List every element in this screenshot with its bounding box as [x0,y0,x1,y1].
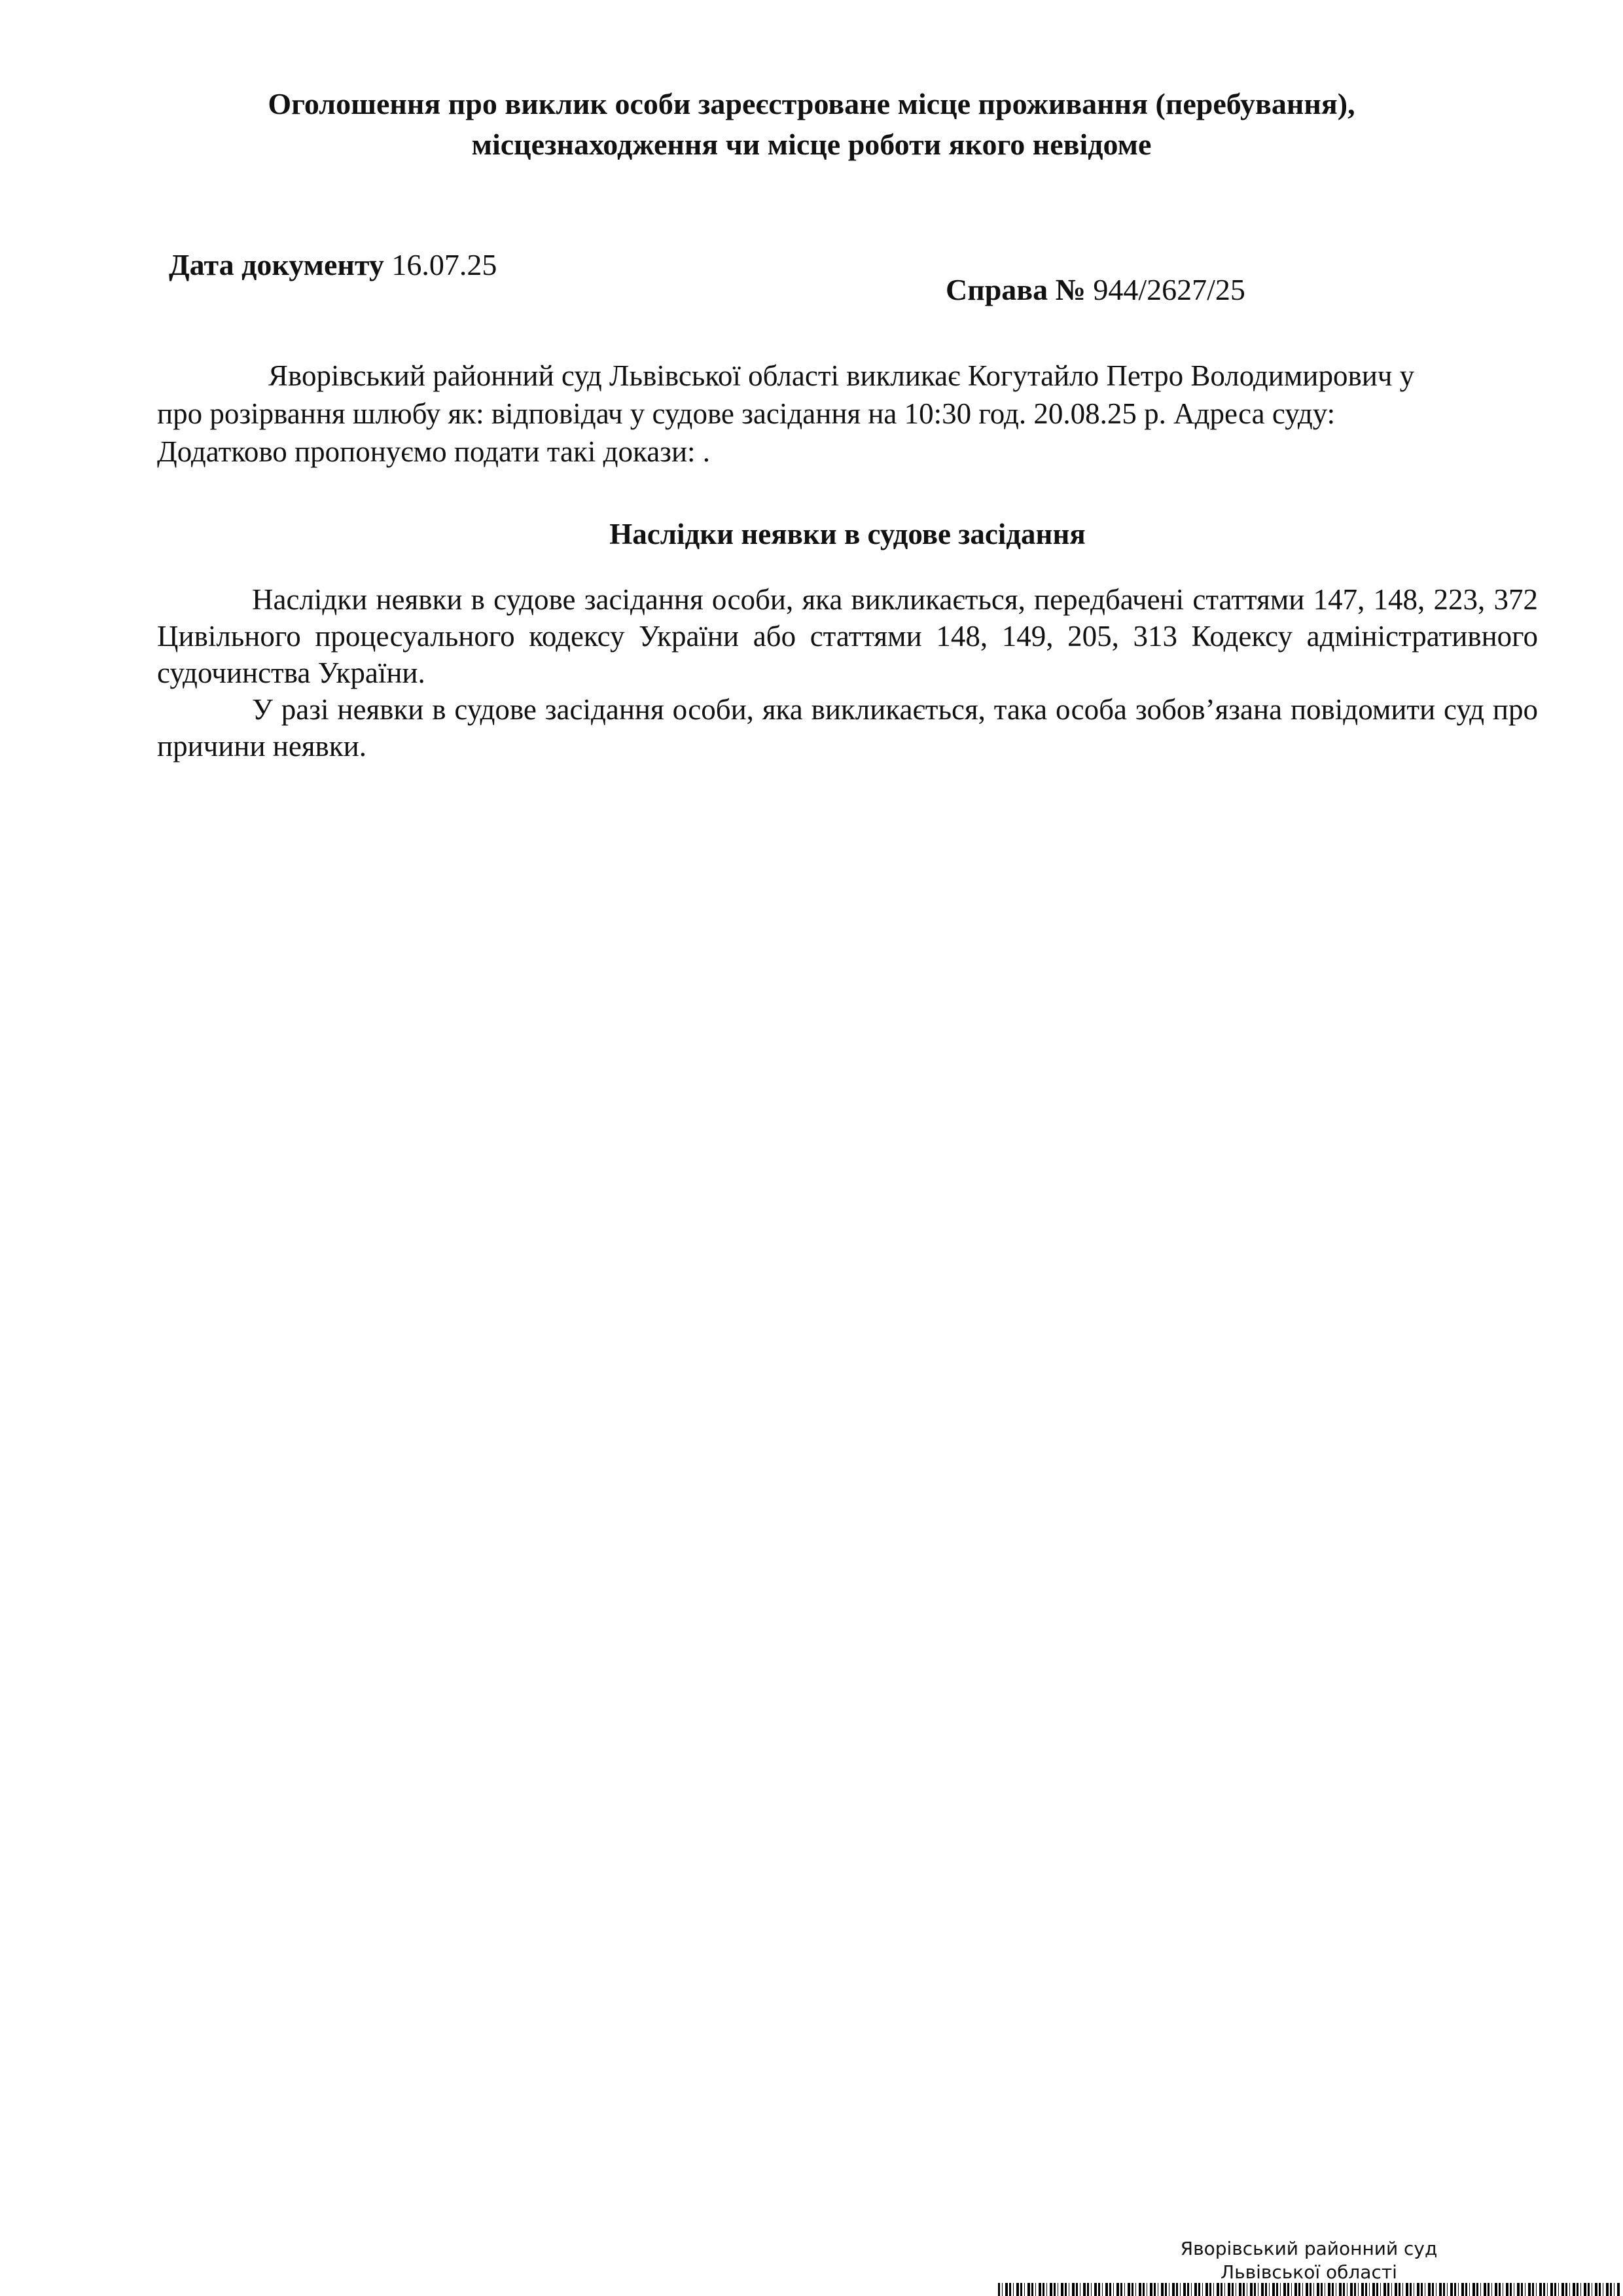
document-title [236,84,1387,165]
case-label: Справа № [946,273,1086,306]
consequences-paragraph-2: У разі неявки в судове засідання особи, яка викликається, така особа зобов’язана повідомити суд про причини неявки. [157,693,1538,762]
court-stamp [995,2237,1623,2284]
barcode [998,2283,1620,2296]
summons-line-1: Яворівський районний суд Львівської області викликає Когутайло Петро Володимирович у [268,359,1415,392]
case-value: 944/2627/25 [1093,273,1245,306]
consequences-heading: Наслідки неявки в судове засідання [609,518,1086,550]
summons-line-2: про розірвання шлюбу як: відповідач у судове засідання на 10:30 год. 20.08.25 р. Адреса суду: [157,397,1336,430]
date-label: Дата документу [169,248,384,281]
consequences-section [157,581,1538,764]
document-date [169,247,497,282]
summons-line-3: Додатково пропонуємо подати такі докази: . [157,435,711,468]
summons-paragraph [157,357,1538,471]
stamp-line-2: Львівської області [1221,2261,1397,2283]
date-value: 16.07.25 [391,248,497,281]
case-number [946,272,1245,307]
consequences-paragraph-1: Наслідки неявки в судове засідання особи, яка викликається, передбачені статтями 147, 148, 223, 372 Цивільного процесуального кодексу України або статтями 148, 149, 205, 313 Кодексу адміністративного судочинства України. [157,583,1538,689]
title-line-2: місцезнаходження чи місце роботи якого невідоме [471,128,1152,161]
title-line-1: Оголошення про виклик особи зареєстроване місце проживання (перебування), [268,87,1355,120]
stamp-line-1: Яворівський районний суд [1180,2238,1438,2259]
